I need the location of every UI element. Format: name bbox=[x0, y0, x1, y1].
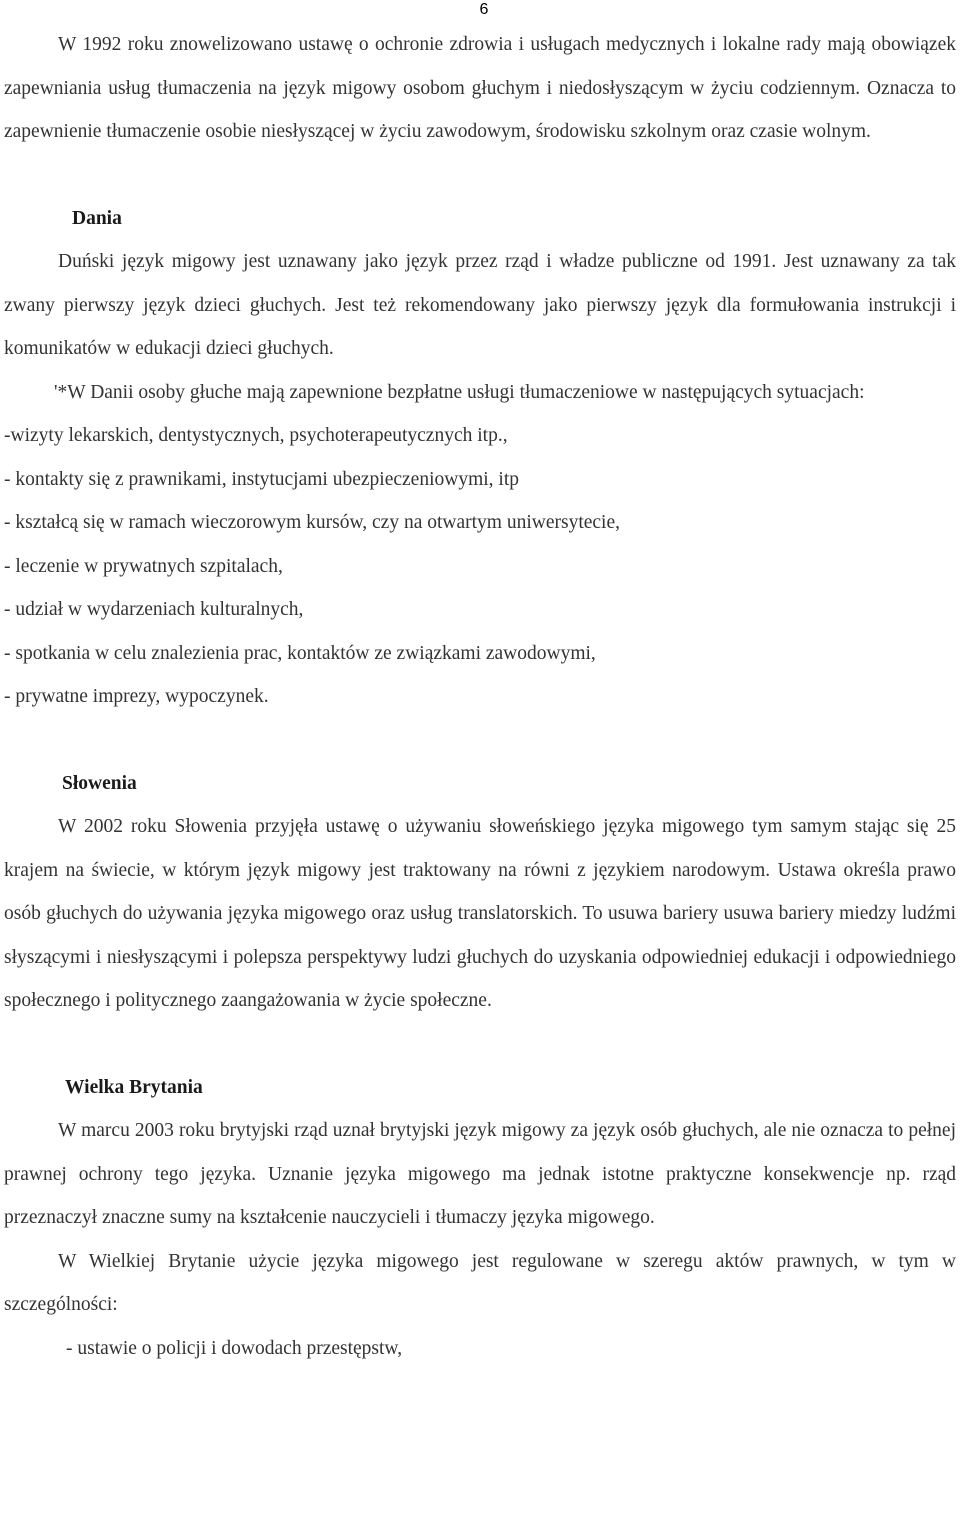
wielka-brytania-acts-list bbox=[4, 1327, 956, 1371]
intro-paragraph: W 1992 roku znowelizowano ustawę o ochronie zdrowia i usługach medycznych i lokalne rady mają obowiązek zapewniania usług tłumaczenia na język migowy osobom głuchym i niedosłyszącym w życiu codziennym. Oznacza to zapewnienie tłumaczenie osobie niesłyszącej w życiu zawodowym, środowisku szkolnym oraz czasie wolnym. bbox=[4, 34, 956, 142]
wielka-brytania-paragraph-2: W Wielkiej Brytanie użycie języka migowego jest regulowane w szeregu aktów prawnych, w tym w szczególności: bbox=[4, 1250, 956, 1315]
list-item: - spotkania w celu znalezienia prac, kontaktów ze związkami zawodowymi, bbox=[4, 642, 596, 664]
section-heading-wielka-brytania: Wielka Brytania bbox=[65, 1076, 203, 1098]
list-item: - kształcą się w ramach wieczorowym kursów, czy na otwartym uniwersytecie, bbox=[4, 512, 621, 533]
list-item: - udział w wydarzeniach kulturalnych, bbox=[4, 599, 304, 620]
section-heading-dania: Dania bbox=[72, 207, 122, 229]
page-number: 6 bbox=[479, 1, 489, 18]
list-item: - kontakty się z prawnikami, instytucjami ubezpieczeniowymi, itp bbox=[4, 468, 519, 490]
dania-services-list bbox=[4, 414, 956, 719]
list-item: - ustawie o policji i dowodach przestępstw, bbox=[66, 1337, 403, 1359]
slowenia-paragraph: W 2002 roku Słowenia przyjęła ustawę o używaniu słoweńskiego języka migowego tym samym stając się 25 krajem na świecie, w którym język migowy jest traktowany na równi z językiem narodowym. Ustawa określa prawo osób głuchych do używania języka migowego oraz usług translatorskich. To usuwa bariery usuwa bariery miedzy ludźmi słyszącymi i niesłyszącymi i polepsza perspektywy ludzi głuchych do uzyskania odpowiedniej edukacji i odpowiedniego społecznego i politycznego zaangażowania w życie społeczne. bbox=[4, 816, 956, 1011]
dania-paragraph: Duński język migowy jest uznawany jako język przez rząd i władze publiczne od 1991. Jest uznawany za tak zwany pierwszy język dzieci głuchych. Jest też rekomendowany jako pierwszy język dla formułowania instrukcji i komunikatów w edukacji dzieci głuchych. bbox=[4, 251, 956, 359]
list-item: -wizyty lekarskich, dentystycznych, psychoterapeutycznych itp., bbox=[4, 425, 508, 446]
dania-services-intro: '*W Danii osoby głuche mają zapewnione bezpłatne usługi tłumaczeniowe w następujących sytuacjach: bbox=[54, 381, 865, 403]
wielka-brytania-paragraph-1: W marcu 2003 roku brytyjski rząd uznał brytyjski język migowy za język osób głuchych, ale nie oznacza to pełnej prawnej ochrony tego języka. Uznanie języka migowego ma jednak istotne praktyczne konsekwencje np. rząd przeznaczył znaczne sumy na kształcenie nauczycieli i tłumaczy języka migowego. bbox=[4, 1120, 956, 1228]
document-body bbox=[4, 23, 956, 1370]
section-heading-slowenia: Słowenia bbox=[62, 772, 137, 794]
list-item: - prywatne imprezy, wypoczynek. bbox=[4, 686, 269, 707]
list-item: - leczenie w prywatnych szpitalach, bbox=[4, 555, 283, 577]
